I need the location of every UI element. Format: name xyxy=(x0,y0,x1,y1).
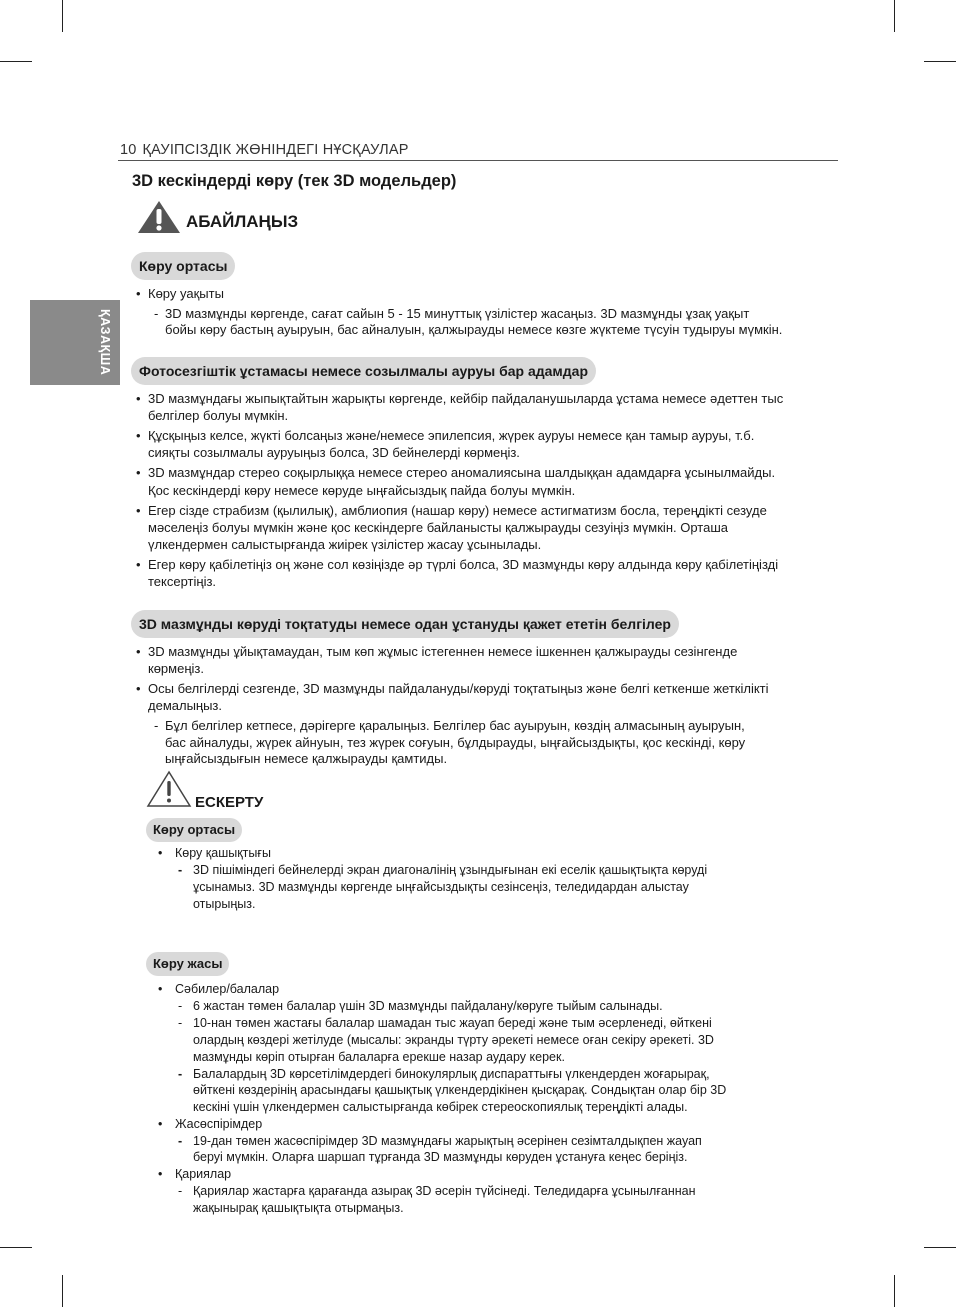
bullet-marker: • xyxy=(136,465,141,480)
list-item: ыңғайсыздығын немесе қалжырауды қамтиды. xyxy=(165,751,448,766)
list-item: Көру қашықтығы xyxy=(175,846,271,860)
list-item: үлкендермен салыстырғанда жиірек үзілістер жасау ұсынылады. xyxy=(148,537,542,552)
list-item: сияқты созылмалы ауруыңыз болса, 3D бейнелерді көрмеңіз. xyxy=(148,445,520,460)
list-item: беруі мүмкін. Оларға шаршап тұрғанда 3D мазмұнды көруден ұстануға кеңес беріңіз. xyxy=(193,1150,688,1164)
list-item: 6 жастан төмен балалар үшін 3D мазмұнды пайдалану/көруге тыйым салынады. xyxy=(193,999,663,1013)
crop-mark xyxy=(0,1247,32,1248)
list-item: Көру уақыты xyxy=(148,286,224,301)
page-number: 10 xyxy=(120,142,137,158)
list-item: Осы белгілерді сезгенде, 3D мазмұнды пайдалануды/көруді тоқтатыңыз және белгі кеткенше жеткілікті xyxy=(148,681,769,696)
list-item: 3D мазмұндағы жыпықтайтын жарықты көргенде, кейбір пайдаланушыларда ұстама немесе әдеттен тыс xyxy=(148,391,784,406)
section-heading: Көру ортасы xyxy=(131,252,235,280)
list-item: отырыңыз. xyxy=(193,897,256,911)
section-heading: Фотосезгіштік ұстамасы немесе созылмалы ауруы бар адамдар xyxy=(131,357,596,385)
bullet-marker: • xyxy=(136,557,141,572)
crop-mark xyxy=(894,0,895,32)
list-item: бас айналуды, жүрек айнуын, тез жүрек соғуын, бұлдырауды, ыңғайсыздықты, қос кескінді, көру xyxy=(165,735,746,750)
note-label: ЕСКЕРТУ xyxy=(195,794,264,811)
list-item: Бұл белгілер кетпесе, дәрігерге қаралыңыз. Белгілер бас ауыруын, көздің алмасының ауыруын, xyxy=(165,718,745,733)
dash-marker: - xyxy=(178,999,183,1013)
crop-mark xyxy=(62,1275,63,1307)
crop-mark xyxy=(924,61,956,62)
list-item: Құсқыңыз келсе, жүкті болсаңыз және/немесе эпилепсия, жүрек ауруы немесе қан тамыр ауруы, т.б. xyxy=(148,428,755,443)
list-item: 3D мазмұнды ұйықтамаудан, тым көп жұмыс істегеннен немесе ішкеннен қалжырауды сезінгенде xyxy=(148,644,738,659)
list-item: 3D пішіміндегі бейнелерді экран диагоналінің ұзындығынан екі еселік қашықтықта көруді xyxy=(193,863,708,877)
list-item: Қариялар жастарға қарағанда азырақ 3D әсерін түйсінеді. Теледидарға ұсынылғаннан xyxy=(193,1184,696,1198)
list-item: көрмеңіз. xyxy=(148,661,204,676)
list-item: белгілер болуы мүмкін. xyxy=(148,408,289,423)
list-item: жақынырақ қашықтықта отырмаңыз. xyxy=(193,1201,404,1215)
crop-mark xyxy=(924,1247,956,1248)
dash-marker: - xyxy=(178,1184,183,1198)
list-item: бойы көру бастың ауыруын, бас айналуын, қалжырауды немесе көзге жүктеме түсуін тудыруы мүмкін. xyxy=(165,322,783,337)
crop-mark xyxy=(0,61,32,62)
bullet-marker: • xyxy=(158,982,163,996)
dash-marker: - xyxy=(178,863,183,877)
list-item: 3D мазмұнды көргенде, сағат сайын 5 - 15 минуттық үзілістер жасаңыз. 3D мазмұнды ұзақ уақыт xyxy=(165,306,750,321)
list-item: демалыңыз. xyxy=(148,698,223,713)
list-item: мазмұнды көріп отырған балаларға ерекше назар аудару керек. xyxy=(193,1050,565,1064)
list-item: кескіні үшін үлкендермен салыстырғанда көбірек стереоскопиялық тереңдікті алады. xyxy=(193,1100,688,1114)
list-item: Қариялар xyxy=(175,1167,232,1181)
bullet-marker: • xyxy=(158,1117,163,1131)
list-item: Жасөспірімдер xyxy=(175,1117,263,1131)
crop-mark xyxy=(62,0,63,32)
page-header xyxy=(120,142,409,158)
list-item: олардың көздері жетілуде (мысалы: экранды түрту әрекеті немесе оған секіру әрекеті. 3D xyxy=(193,1033,714,1047)
list-item: мәселеңіз болуы мүмкін және қос кескіндерге байланысты қалжырауды сезуіңіз мүмкін. Орташа xyxy=(148,520,728,535)
bullet-marker: • xyxy=(136,681,141,696)
list-item: тексертіңіз. xyxy=(148,574,217,589)
list-item: 10-нан төмен жастағы балалар шамадан тыс жауап береді және тым әсерленеді, өйткені xyxy=(193,1016,712,1030)
dash-marker: - xyxy=(178,1134,183,1148)
dash-marker: - xyxy=(154,718,159,733)
list-item: Балалардың 3D көрсетілімдердегі бинокулярлық диспараттығы үлкендерден жоғарырақ, xyxy=(193,1067,710,1081)
crop-mark xyxy=(894,1275,895,1307)
dash-marker: - xyxy=(154,306,159,321)
bullet-marker: • xyxy=(158,846,163,860)
language-tab-label: ҚАЗАҚША xyxy=(98,309,112,376)
section-title: ҚАУІПСІЗДІК ЖӨНІНДЕГІ НҰСҚАУЛАР xyxy=(142,142,409,158)
list-item: Сәбилер/балалар xyxy=(175,982,280,996)
warning-icon xyxy=(136,199,182,235)
bullet-marker: • xyxy=(136,503,141,518)
page-title: 3D кескіндерді көру (тек 3D модельдер) xyxy=(132,172,457,190)
list-item: 19-дан төмен жасөспірімдер 3D мазмұндағы жарықтың әсерінен сезімталдықпен жауап xyxy=(193,1134,702,1148)
bullet-marker: • xyxy=(136,286,141,301)
dash-marker: - xyxy=(178,1067,183,1081)
list-item: өйткені көздерінің арасындағы қашықтық үлкендердікінен қысқарақ. Сондықтан олар бір 3D xyxy=(193,1083,727,1097)
list-item: Қос кескіндерді көру немесе көруде ыңғайсыздық пайда болуы мүмкін. xyxy=(148,483,576,498)
header-rule xyxy=(118,160,838,161)
list-item: Егер сізде страбизм (қылилық), амблиопия (нашар көру) немесе астигматизм босла, тереңдікті сезуде xyxy=(148,503,767,518)
list-item: 3D мазмұндар стерео соқырлыққа немесе стерео аномалиясына шалдыққан адамдарға ұсынылмайды. xyxy=(148,465,776,480)
bullet-marker: • xyxy=(158,1167,163,1181)
list-item: ұсынамыз. 3D мазмұнды көргенде ыңғайсыздықты сезінсеңіз, теледидардан алыстау xyxy=(193,880,689,894)
section-heading: 3D мазмұнды көруді тоқтатуды немесе одан ұстануды қажет ететін белгілер xyxy=(131,610,679,638)
list-item: Егер көру қабілетіңіз оң және сол көзіңізде әр түрлі болса, 3D мазмұнды көру алдында көру қабілетіңізді xyxy=(148,557,779,572)
bullet-marker: • xyxy=(136,391,141,406)
section-heading: Көру ортасы xyxy=(146,818,242,842)
caution-icon xyxy=(146,770,192,808)
warning-label: АБАЙЛАҢЫЗ xyxy=(186,212,299,231)
bullet-marker: • xyxy=(136,428,141,443)
bullet-marker: • xyxy=(136,644,141,659)
dash-marker: - xyxy=(178,1016,183,1030)
section-heading: Көру жасы xyxy=(146,952,229,976)
